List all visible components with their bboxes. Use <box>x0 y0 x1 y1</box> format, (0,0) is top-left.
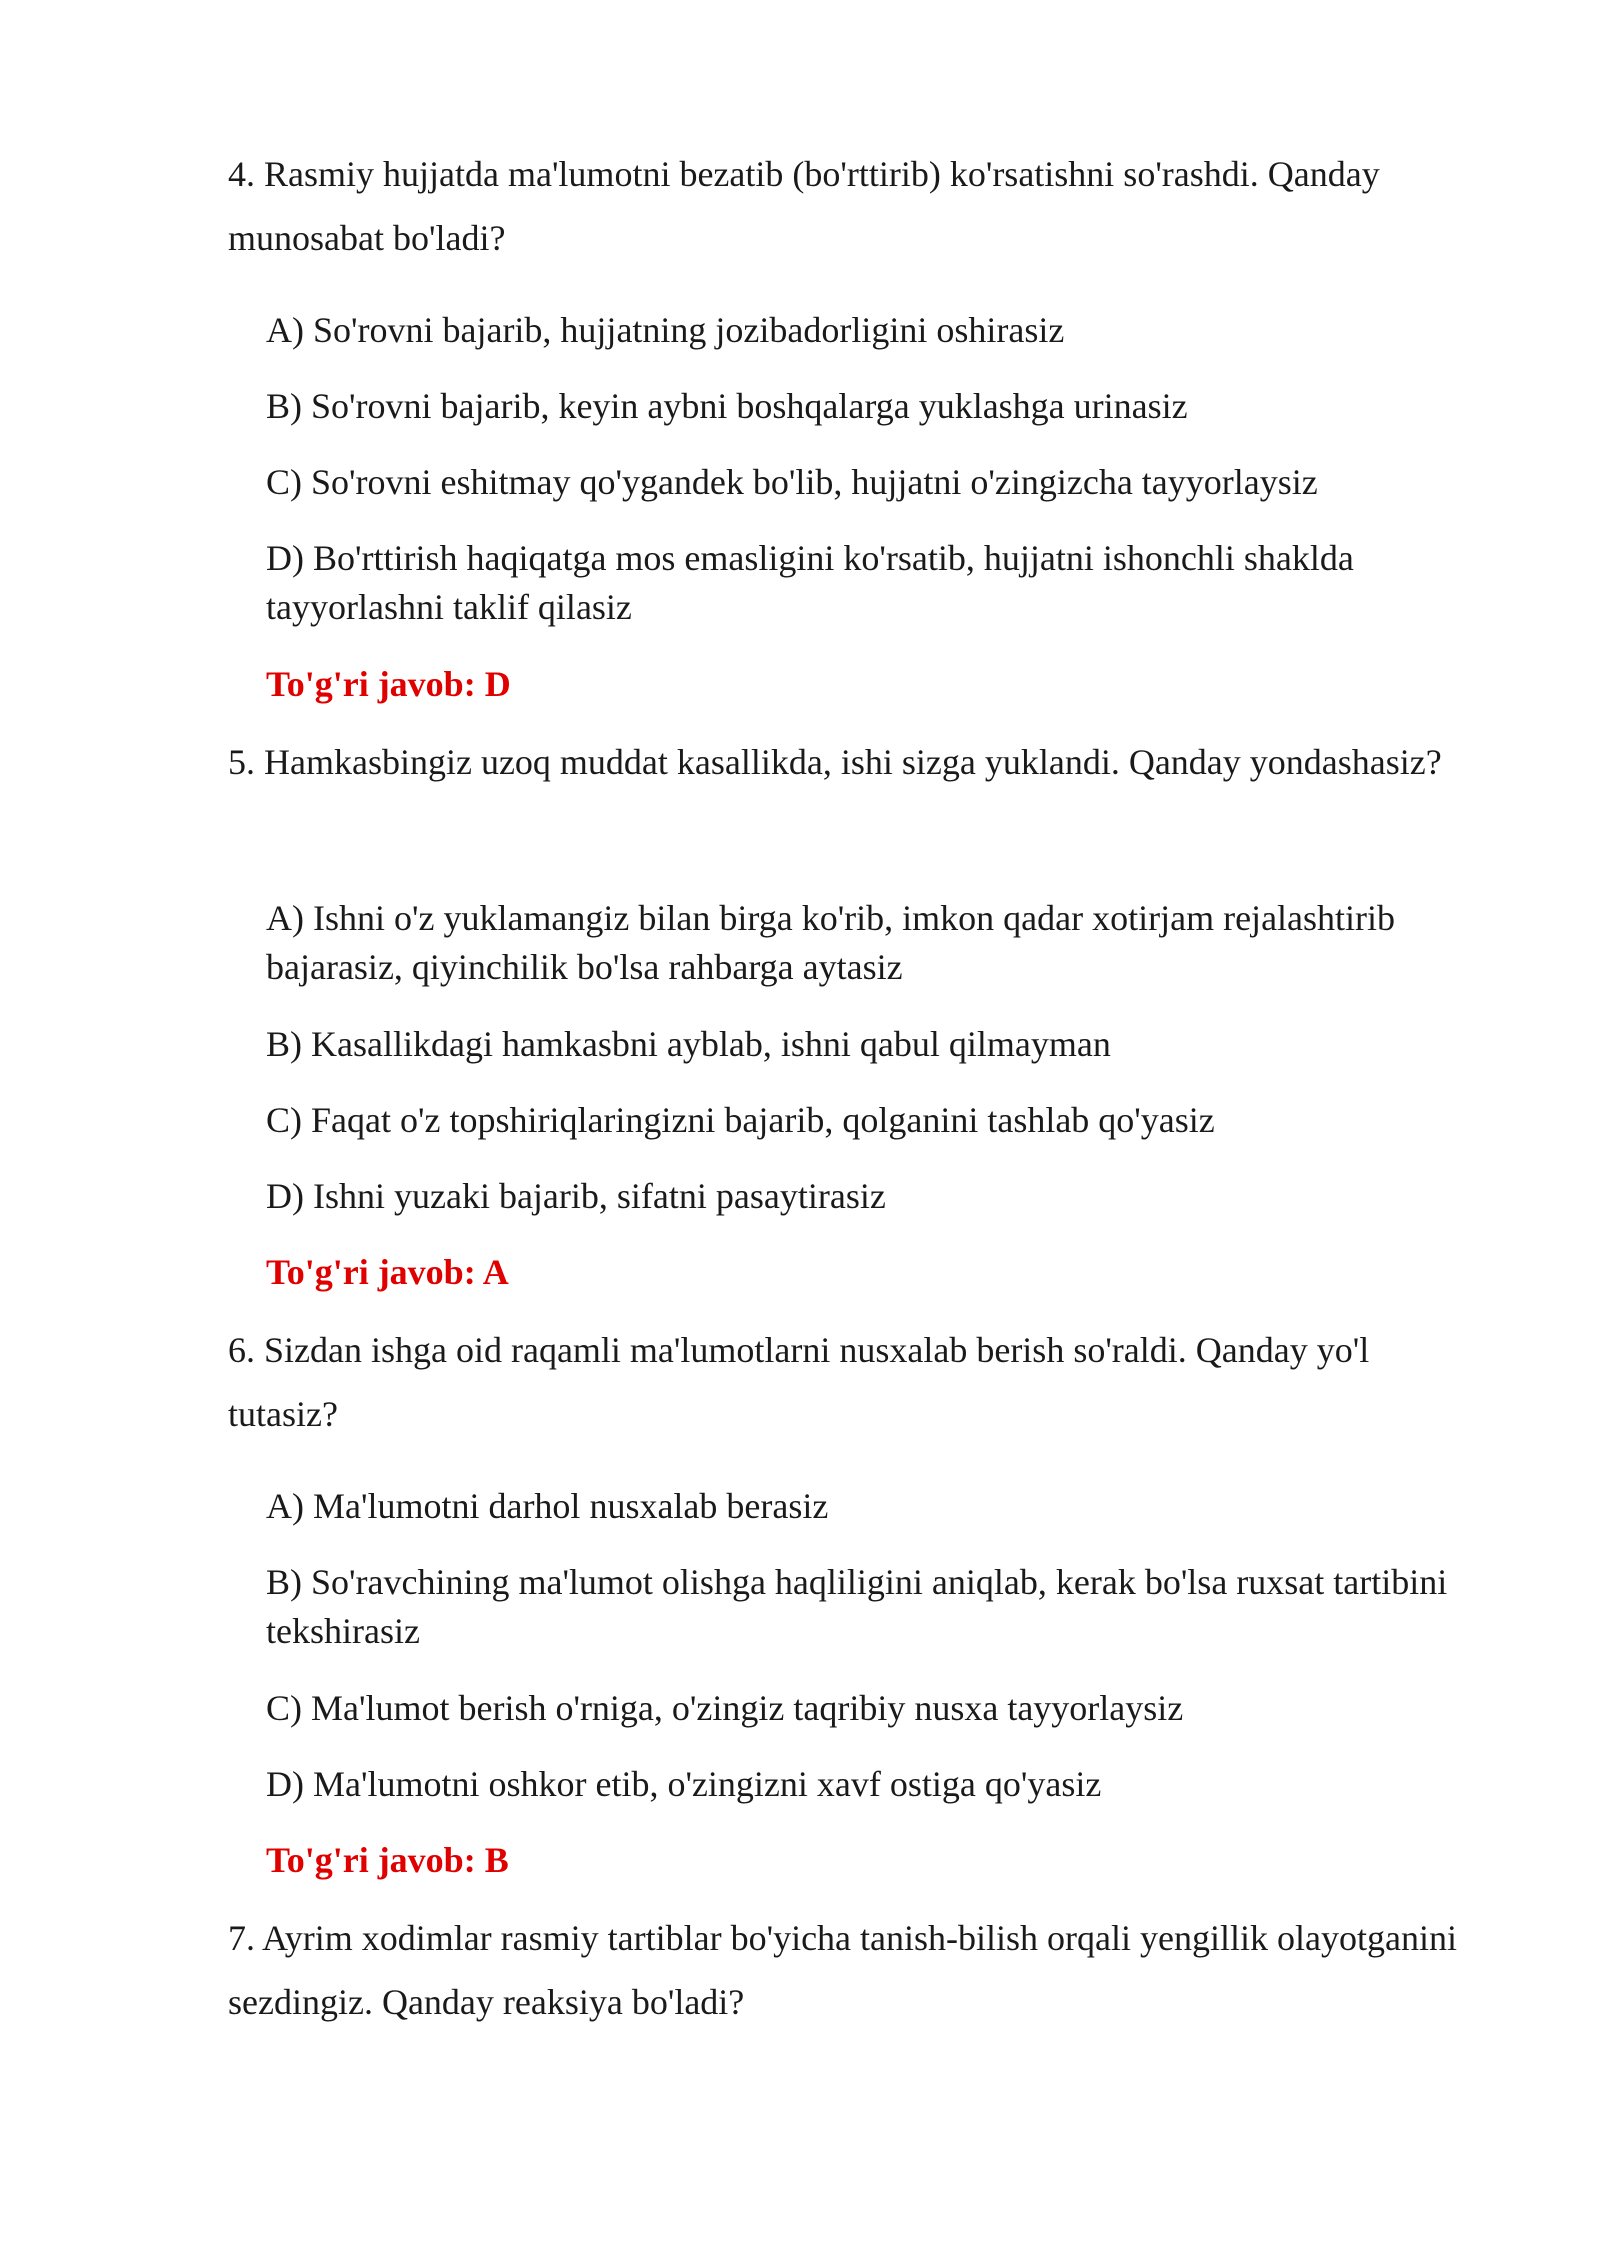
question-6-text: 6. Sizdan ishga oid raqamli ma'lumotlarni nusxalab berish so'raldi. Qanday yo'l tutasiz? <box>228 1330 1370 1434</box>
question-4-option-b: B) So'rovni bajarib, keyin aybni boshqalarga yuklashga urinasiz <box>266 386 1188 426</box>
question-5-answer: To'g'ri javob: A <box>266 1252 509 1292</box>
question-4-option-c: C) So'rovni eshitmay qo'ygandek bo'lib, hujjatni o'zingizcha tayyorlaysiz <box>266 462 1318 502</box>
question-6-option-c: C) Ma'lumot berish o'rniga, o'zingiz taqribiy nusxa tayyorlaysiz <box>266 1688 1184 1728</box>
question-6-option-a: A) Ma'lumotni darhol nusxalab berasiz <box>266 1486 829 1526</box>
question-6-answer: To'g'ri javob: B <box>266 1840 509 1880</box>
question-5-option-c: C) Faqat o'z topshiriqlaringizni bajarib, qolganini tashlab qo'yasiz <box>266 1100 1215 1140</box>
question-6-option-d: D) Ma'lumotni oshkor etib, o'zingizni xavf ostiga qo'yasiz <box>266 1764 1102 1804</box>
question-4-text: 4. Rasmiy hujjatda ma'lumotni bezatib (bo'rttirib) ko'rsatishni so'rashdi. Qanday munosabat bo'ladi? <box>228 154 1380 258</box>
question-5-option-a: A) Ishni o'z yuklamangiz bilan birga ko'rib, imkon qadar xotirjam rejalashtirib bajarasiz, qiyinchilik bo'lsa rahbarga aytasiz <box>266 898 1396 987</box>
question-5-text: 5. Hamkasbingiz uzoq muddat kasallikda, ishi sizga yuklandi. Qanday yondashasiz? <box>228 742 1442 782</box>
question-4-option-a: A) So'rovni bajarib, hujjatning jozibadorligini oshirasiz <box>266 310 1065 350</box>
question-6-option-b: B) So'ravchining ma'lumot olishga haqliligini aniqlab, kerak bo'lsa ruxsat tartibini tekshirasiz <box>266 1562 1448 1651</box>
question-5-option-d: D) Ishni yuzaki bajarib, sifatni pasaytirasiz <box>266 1176 886 1216</box>
question-4-option-d: D) Bo'rttirish haqiqatga mos emasligini ko'rsatib, hujjatni ishonchli shaklda tayyorlashni taklif qilasiz <box>266 538 1354 627</box>
question-7-text: 7. Ayrim xodimlar rasmiy tartiblar bo'yicha tanish-bilish orqali yengillik olayotganini sezdingiz. Qanday reaksiya bo'ladi? <box>228 1918 1457 2022</box>
question-5-option-b: B) Kasallikdagi hamkasbni ayblab, ishni qabul qilmayman <box>266 1024 1111 1064</box>
question-4-answer: To'g'ri javob: D <box>266 664 511 704</box>
